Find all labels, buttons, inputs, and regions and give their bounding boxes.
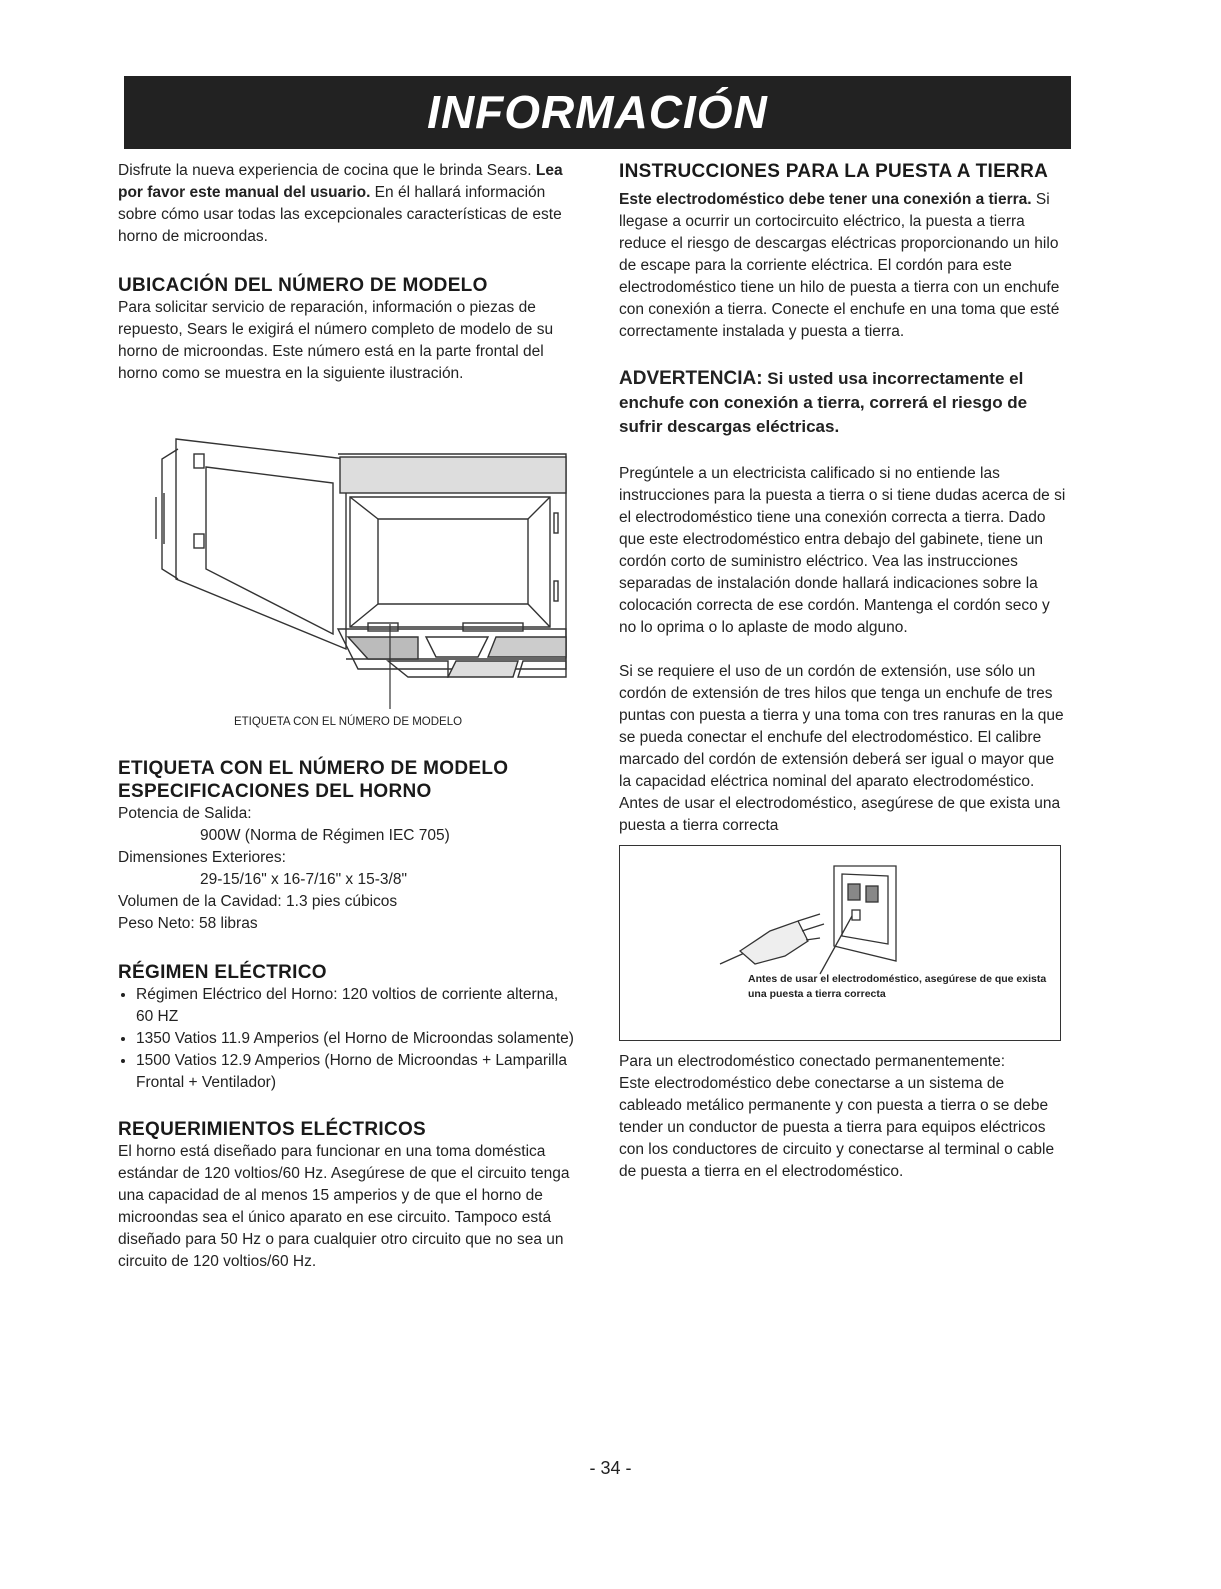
page-title-banner bbox=[124, 76, 1071, 149]
plug-illustration bbox=[620, 846, 1060, 976]
permanente-paragraph: Este electrodoméstico debe conectarse a un sistema de cableado metálico permanente y con puesta a tierra o se debe tender un conductor de puesta a tierra para equipos eléctricos con los conductores de circuito y conectarse al terminal o cable de puesta a tierra en el electrodoméstico. bbox=[619, 1075, 1055, 1180]
dimensiones-label: Dimensiones Exteriores: bbox=[118, 849, 286, 866]
ubicacion-paragraph: Para solicitar servicio de reparación, información o piezas de repuesto, Sears le exigirá el número completo de modelo de su horno de microondas. Este número está en la parte frontal del horno como se muestra en la siguiente ilustración. bbox=[118, 299, 554, 382]
potencia-label: Potencia de Salida: bbox=[118, 805, 252, 822]
figure-caption: ETIQUETA CON EL NÚMERO DE MODELO bbox=[233, 716, 463, 728]
microwave-diagram bbox=[118, 409, 578, 728]
tierra-paragraph bbox=[619, 189, 1069, 343]
plug-caption: Antes de usar el electrodoméstico, asegúrese de que exista una puesta a tierra correcta bbox=[748, 973, 1047, 1000]
volumen-text: Volumen de la Cavidad: 1.3 pies cúbicos bbox=[118, 893, 398, 910]
page-number: - 34 - bbox=[589, 1458, 632, 1478]
warning-label: ADVERTENCIA: bbox=[619, 368, 763, 389]
warning-paragraph bbox=[619, 367, 1069, 439]
page-title: INFORMACIÓN bbox=[427, 86, 768, 138]
left-column bbox=[118, 160, 578, 1273]
extension-paragraph: Si se requiere el uso de un cordón de extensión, use sólo un cordón de extensión de tres hilos que tenga un enchufe de tres puntas con puesta a tierra y una toma con tres ranuras en la que se pueda conectar el enchufe del electrodoméstico. El calibre marcado del cordón de extensión deberá ser igual o mayor que la capacidad eléctrica nominal del aparato electrodoméstico. Antes de usar el electrodoméstico, asegúrese de que exista una puesta a tierra correcta bbox=[619, 663, 1064, 834]
intro-text: Disfrute la nueva experiencia de cocina que le brinda Sears. bbox=[118, 162, 536, 179]
tierra-text: Si llegase a ocurrir un cortocircuito eléctrico, la puesta a tierra reduce el riesgo de descargas eléctricas proporcionando un hilo de escape para la corriente eléctrica. El cordón para este electrodoméstico tiene un hilo de puesta a tierra con un enchufe con conexión a tierra. Conecte el enchufe en una toma que esté correctamente instalada y puesta a tierra. bbox=[619, 191, 1060, 340]
requerimientos-paragraph: El horno está diseñado para funcionar en una toma doméstica estándar de 120 voltios/60 Hz. Asegúrese de que el circuito tenga una capacidad de al menos 15 amperios y de que el horno de microondas sea el único aparato en ese circuito. Tampoco está diseñado para 50 Hz o para cualquier otro circuito que no sea un circuito de 120 voltios/60 Hz. bbox=[118, 1143, 570, 1270]
peso-text: Peso Neto: 58 libras bbox=[118, 915, 258, 932]
electricista-paragraph: Pregúntele a un electricista calificado si no entiende las instrucciones para la puesta a tierra o si tiene dudas acerca de si el electrodoméstico tiene una conexión correcta a tierra. Dado que este electrodoméstico entra debajo del gabinete, tiene un cordón corto de suministro eléctrico. Vea las instrucciones separadas de instalación donde hallará indicaciones sobre la colocación correcta de ese cordón. Mantenga el cordón seco y no lo oprima o lo aplaste de modo alguno. bbox=[619, 465, 1066, 636]
microwave-illustration bbox=[118, 409, 578, 709]
list-item: • Régimen Eléctrico del Horno: 120 voltios de corriente alterna, 60 HZ bbox=[136, 984, 578, 1028]
ubicacion-heading: UBICACIÓN DEL NÚMERO DE MODELO bbox=[118, 275, 488, 296]
list-item: • 1350 Vatios 11.9 Amperios (el Horno de Microondas solamente) bbox=[136, 1028, 578, 1050]
right-column bbox=[619, 160, 1069, 1183]
etiqueta-heading: ETIQUETA CON EL NÚMERO DE MODELO bbox=[118, 758, 509, 779]
permanente-title: Para un electrodoméstico conectado permanentemente: bbox=[619, 1053, 1006, 1070]
potencia-value: 900W (Norma de Régimen IEC 705) bbox=[200, 827, 450, 844]
specs-heading: ESPECIFICACIONES DEL HORNO bbox=[118, 781, 432, 802]
warning-text: Si usted usa incorrectamente el enchufe con conexión a tierra, correrá el riesgo de sufrir descargas eléctricas. bbox=[619, 369, 1028, 436]
dimensiones-value: 29-15/16" x 16-7/16" x 15-3/8" bbox=[200, 871, 407, 888]
list-item: • 1500 Vatios 12.9 Amperios (Horno de Microondas + Lamparilla Frontal + Ventilador) bbox=[136, 1050, 578, 1094]
tierra-bold: Este electrodoméstico debe tener una conexión a tierra. bbox=[619, 191, 1032, 208]
intro-bold: Lea por favor este manual del usuario. bbox=[118, 162, 563, 201]
regimen-heading: RÉGIMEN ELÉCTRICO bbox=[118, 962, 327, 983]
intro-text-end: En él hallará información sobre cómo usar todas las excepcionales características de este horno de microondas. bbox=[118, 184, 562, 245]
plug-figure bbox=[619, 845, 1061, 1041]
tierra-heading: INSTRUCCIONES PARA LA PUESTA A TIERRA bbox=[619, 161, 1049, 182]
regimen-list bbox=[118, 984, 578, 1094]
requerimientos-heading: REQUERIMIENTOS ELÉCTRICOS bbox=[118, 1119, 427, 1140]
intro-paragraph bbox=[118, 160, 578, 248]
